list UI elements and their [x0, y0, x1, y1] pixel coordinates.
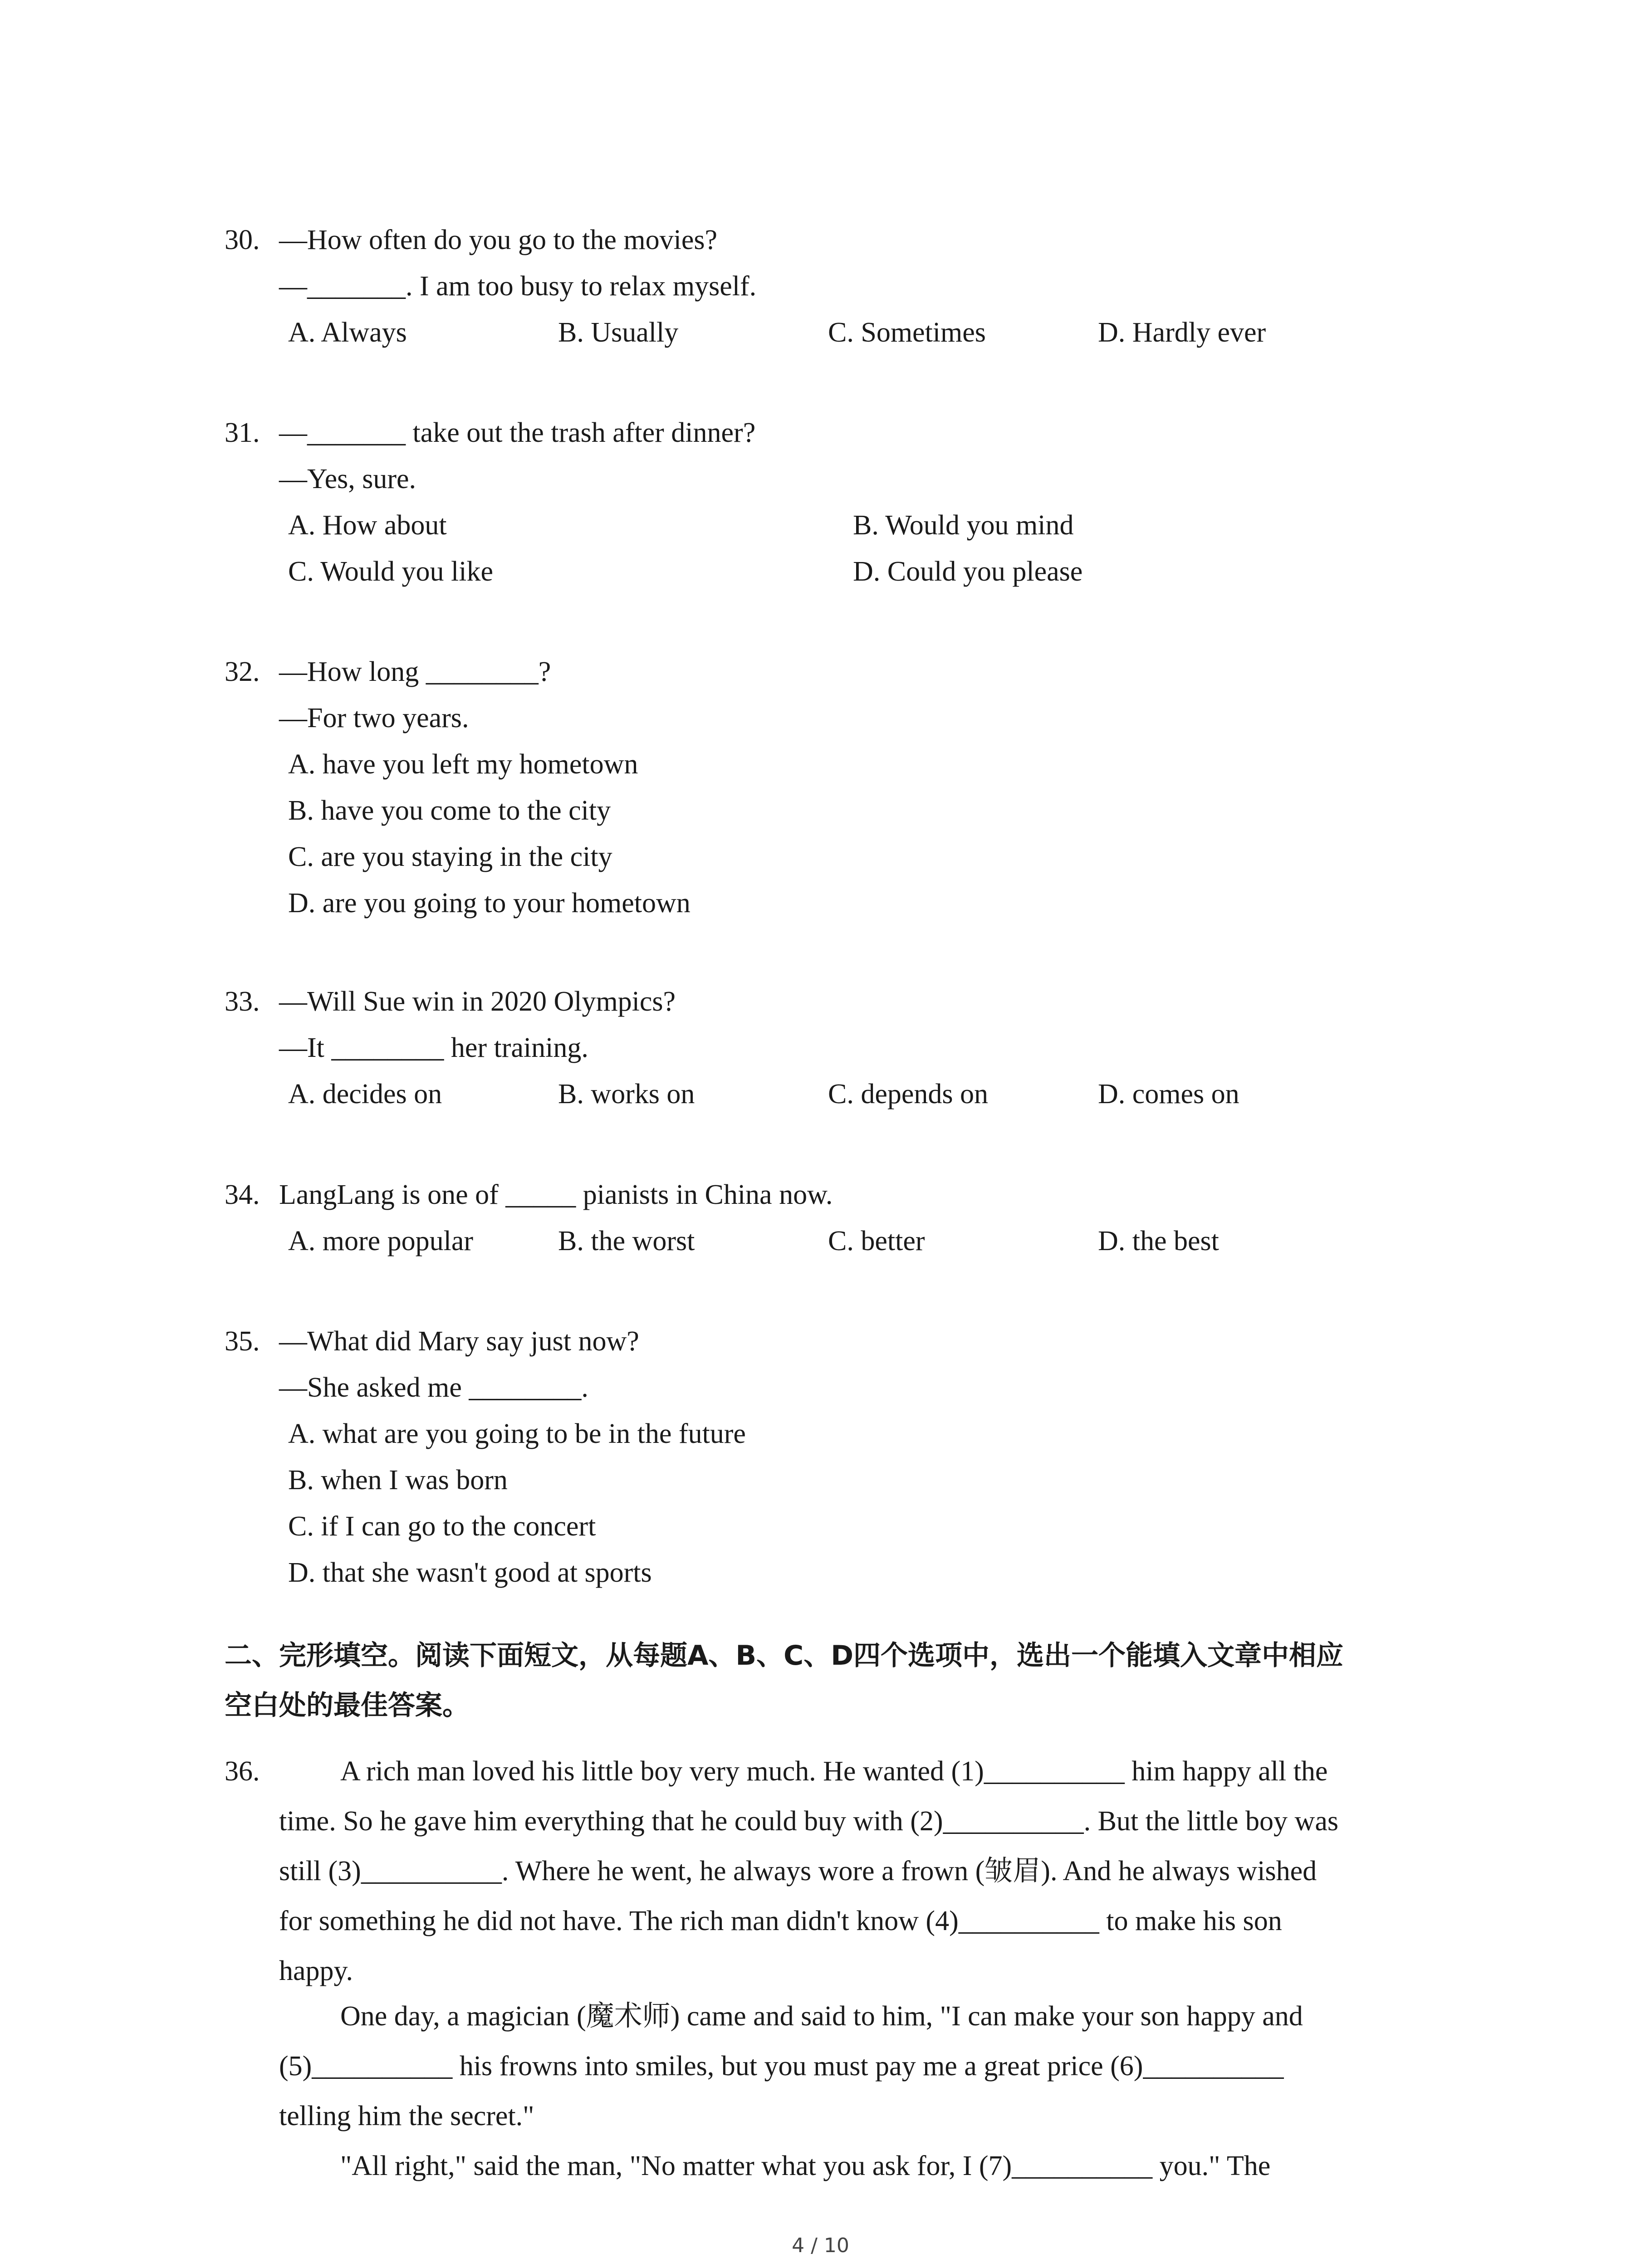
passage-line [225, 1746, 1486, 1796]
passage-text: for something he did not have. The rich man didn't know (4)__________ to make his son [279, 1906, 1282, 1936]
passage-line [225, 2141, 1486, 2191]
options-row [225, 309, 1472, 356]
question-stem: LangLang is one of _____ pianists in China now. [279, 1179, 833, 1210]
question-line [225, 410, 1472, 456]
question-response: —She asked me ________. [279, 1372, 588, 1403]
question-stem: —_______ take out the trash after dinner? [279, 417, 756, 448]
option-c: C. depends on [828, 1079, 989, 1110]
option-a: A. decides on [288, 1079, 442, 1110]
passage-line [225, 1796, 1486, 1846]
question-line [225, 1318, 1472, 1364]
section-heading-line-2: 空白处的最佳答案。 [225, 1690, 470, 1721]
passage-line [225, 1991, 1486, 2041]
passage-line [225, 2041, 1486, 2091]
option-a: A. Always [288, 317, 407, 348]
option-d: D. Hardly ever [1098, 317, 1266, 348]
passage-text: A rich man loved his little boy very much. He wanted (1)__________ him happy all the [340, 1756, 1328, 1787]
option-line [225, 834, 1472, 880]
option-b: B. Usually [558, 317, 679, 348]
option-b: B. when I was born [288, 1465, 508, 1496]
cloze-passage [225, 1746, 1486, 2191]
option-line [225, 1457, 1472, 1503]
option-a: A. have you left my hometown [288, 749, 638, 780]
option-c: C. Would you like [288, 556, 493, 587]
question-number: 31. [225, 417, 260, 448]
option-d: D. the best [1098, 1226, 1219, 1256]
question-response: —It ________ her training. [279, 1032, 588, 1063]
question-number: 30. [225, 225, 260, 255]
options-row [225, 1071, 1472, 1117]
question-line [225, 1172, 1472, 1218]
passage-number: 36. [225, 1756, 260, 1787]
option-b: B. have you come to the city [288, 795, 611, 826]
question-line [225, 695, 1472, 741]
option-d: D. are you going to your hometown [288, 888, 691, 919]
question-line [225, 649, 1472, 695]
passage-text: (5)__________ his frowns into smiles, but you must pay me a great price (6)__________ [279, 2051, 1284, 2082]
passage-text: One day, a magician (魔术师) came and said to him, "I can make your son happy and [340, 2001, 1303, 2032]
passage-text: still (3)__________. Where he went, he always wore a frown (皱眉). And he always wished [279, 1856, 1317, 1887]
question-34 [225, 1172, 1472, 1264]
question-response: —Yes, sure. [279, 464, 416, 494]
option-line [225, 741, 1472, 787]
question-31 [225, 410, 1472, 595]
options-row [225, 502, 1472, 548]
question-stem: —What did Mary say just now? [279, 1326, 639, 1357]
section-heading-line-1: 二、完形填空。阅读下面短文，从每题A、B、C、D四个选项中，选出一个能填入文章中相应 [225, 1640, 1344, 1672]
option-b: B. works on [558, 1079, 695, 1110]
option-c: C. are you staying in the city [288, 841, 612, 872]
option-b: B. Would you mind [853, 510, 1074, 541]
passage-text: telling him the secret." [279, 2101, 534, 2131]
option-c: C. if I can go to the concert [288, 1511, 596, 1542]
passage-line [225, 1896, 1486, 1946]
option-d: D. comes on [1098, 1079, 1239, 1110]
option-line [225, 1549, 1472, 1596]
question-30 [225, 217, 1472, 356]
question-number: 35. [225, 1326, 260, 1357]
option-a: A. more popular [288, 1226, 474, 1256]
question-line [225, 456, 1472, 502]
option-a: A. what are you going to be in the future [288, 1418, 746, 1449]
question-number: 34. [225, 1179, 260, 1210]
question-stem: —How often do you go to the movies? [279, 225, 718, 255]
passage-line [225, 2091, 1486, 2141]
options-row [225, 1218, 1472, 1264]
section-heading [225, 1631, 1477, 1730]
option-c: C. Sometimes [828, 317, 986, 348]
question-line [225, 217, 1472, 263]
option-d: D. that she wasn't good at sports [288, 1557, 652, 1588]
question-stem: —Will Sue win in 2020 Olympics? [279, 986, 676, 1017]
option-b: B. the worst [558, 1226, 695, 1256]
question-line [225, 978, 1472, 1025]
question-response: —_______. I am too busy to relax myself. [279, 271, 757, 302]
question-stem: —How long ________? [279, 656, 551, 687]
question-line [225, 1025, 1472, 1071]
passage-line [225, 1846, 1486, 1896]
question-response: —For two years. [279, 703, 469, 733]
option-line [225, 1411, 1472, 1457]
passage-text: happy. [279, 1955, 353, 1986]
page-indicator: 4 / 10 [792, 2234, 849, 2257]
question-35 [225, 1318, 1472, 1596]
question-33 [225, 978, 1472, 1117]
passage-line [225, 1946, 1486, 1991]
option-d: D. Could you please [853, 556, 1083, 587]
option-c: C. better [828, 1226, 925, 1256]
option-line [225, 880, 1472, 926]
options-row [225, 548, 1472, 595]
question-number: 33. [225, 986, 260, 1017]
passage-text: time. So he gave him everything that he could buy with (2)__________. But the little boy was [279, 1806, 1338, 1837]
question-line [225, 1364, 1472, 1411]
question-line [225, 263, 1472, 309]
question-32 [225, 649, 1472, 926]
question-number: 32. [225, 656, 260, 687]
passage-text: "All right," said the man, "No matter what you ask for, I (7)__________ you." The [340, 2151, 1271, 2181]
option-line [225, 1503, 1472, 1549]
option-a: A. How about [288, 510, 447, 541]
option-line [225, 787, 1472, 834]
